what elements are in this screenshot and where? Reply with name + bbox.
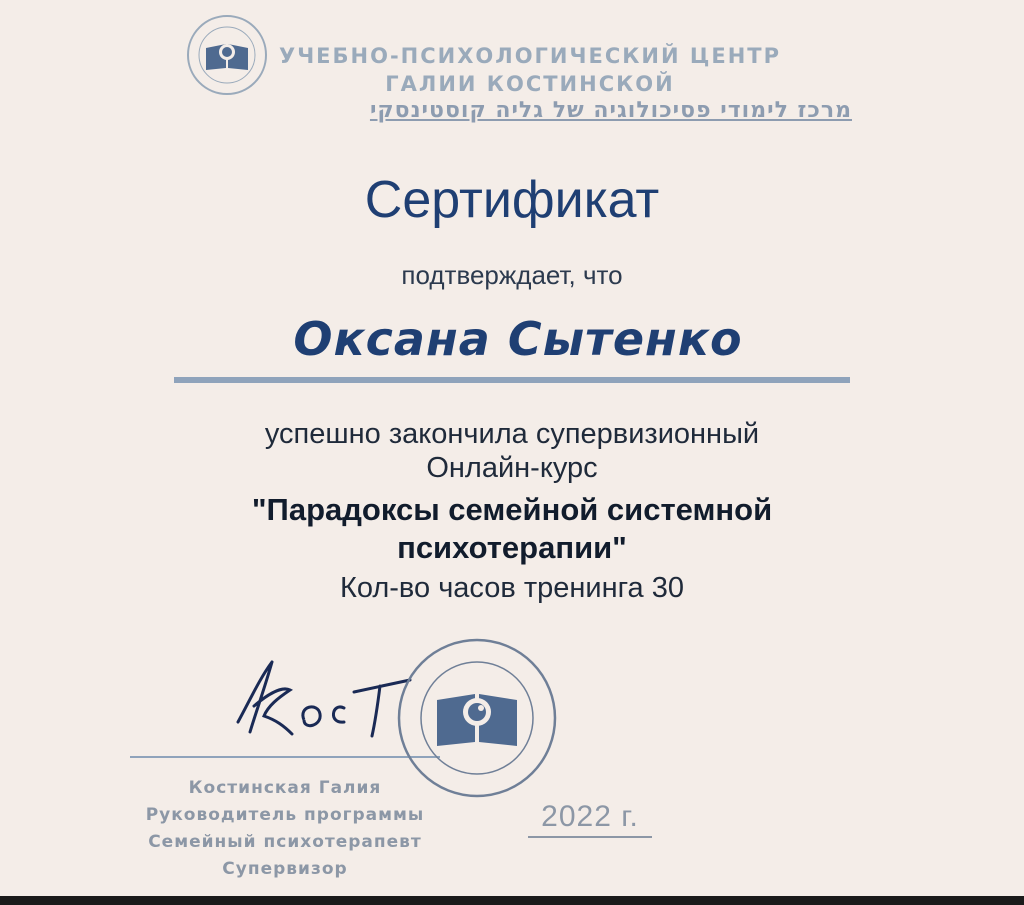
recipient-name: Оксана Сытенко (293, 312, 743, 366)
name-underline (174, 377, 850, 383)
org-name-line1: УЧЕБНО-ПСИХОЛОГИЧЕСКИЙ ЦЕНТР (279, 44, 781, 68)
org-name-hebrew: מרכז לימודי פסיכולוגיה של גליה קוסטינסקי (369, 98, 852, 123)
signatory-role-1: Руководитель программы (145, 805, 425, 825)
hours-label: Кол-во часов тренинга (339, 572, 652, 604)
confirms-text: подтверждает, что (401, 260, 623, 290)
completed-text: успешно закончила супервизионный (264, 418, 760, 450)
signatory-role-2: Семейный психотерапевт (148, 832, 422, 852)
training-hours (0, 572, 1024, 605)
year-underline (528, 836, 652, 838)
hours-value: 30 (651, 572, 685, 604)
certificate-title: Сертификат (364, 171, 660, 229)
course-type: Онлайн-курс (426, 452, 598, 484)
org-name-line2: ГАЛИИ КОСТИНСКОЙ (385, 72, 675, 96)
course-title-line1: "Парадоксы семейной системной (251, 492, 773, 527)
bottom-edge (0, 896, 1024, 905)
round-stamp-icon (393, 636, 561, 800)
signatory-role-3: Супервизор (222, 859, 348, 879)
signatory-name: Костинская Галия (188, 778, 382, 798)
center-logo-icon (186, 14, 268, 96)
certificate-year: 2022 г. (541, 800, 639, 833)
course-title-line2: психотерапии" (397, 530, 627, 565)
